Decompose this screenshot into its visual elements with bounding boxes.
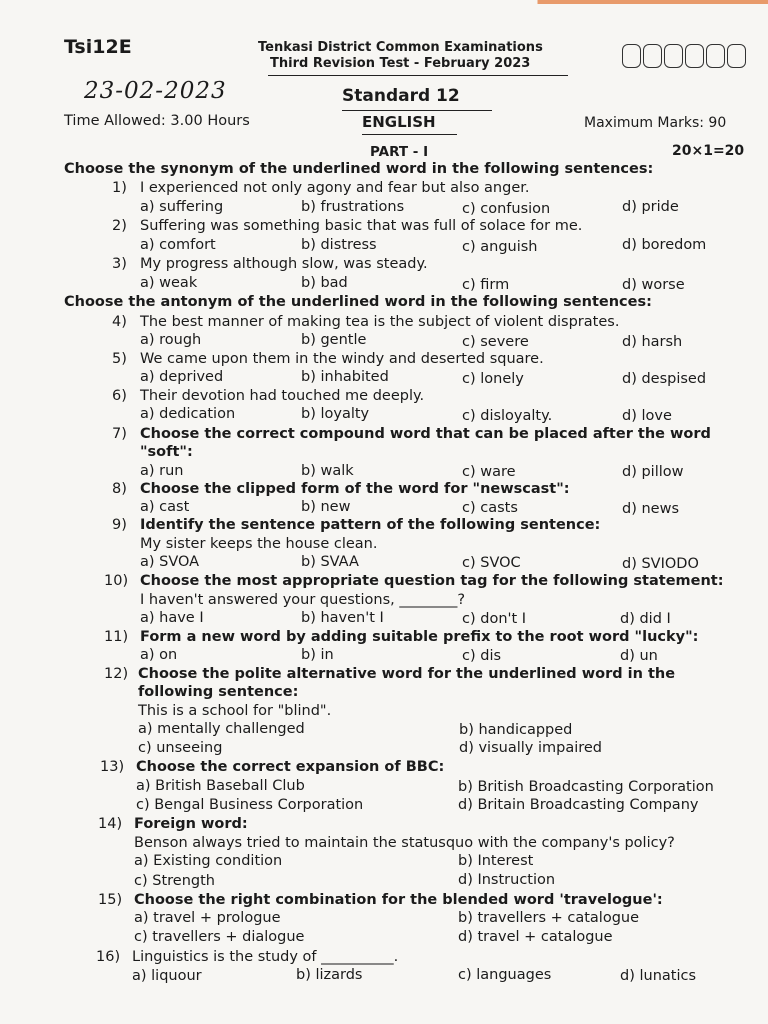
option: d) travel + catalogue — [458, 929, 613, 945]
question-text: Identify the sentence pattern of the following sentence: — [140, 517, 601, 533]
handwritten-date: 23-02-2023 — [84, 78, 227, 104]
question-number: 3) — [112, 256, 127, 272]
register-box — [727, 44, 746, 68]
option: c) lonely — [462, 371, 524, 387]
question-text: Linguistics is the study of __________. — [132, 949, 399, 965]
option: a) rough — [140, 332, 202, 348]
option: a) mentally challenged — [138, 721, 305, 737]
question-sentence: Benson always tried to maintain the statusquo with the company's policy? — [134, 835, 675, 851]
option: b) inhabited — [301, 369, 389, 385]
option: d) news — [622, 501, 679, 517]
option: b) SVAA — [301, 554, 359, 570]
standard-underline — [342, 110, 492, 111]
question-sentence: My sister keeps the house clean. — [140, 536, 378, 552]
question-text: Choose the polite alternative word for the underlined word in the — [138, 666, 676, 682]
option: a) suffering — [140, 199, 224, 215]
register-number-boxes — [622, 44, 746, 68]
option: c) severe — [462, 334, 529, 350]
option: b) new — [301, 499, 351, 515]
option: b) frustrations — [301, 199, 405, 215]
option: d) lunatics — [620, 968, 697, 984]
option: c) SVOC — [462, 555, 521, 571]
option: b) British Broadcasting Corporation — [458, 779, 714, 795]
exam-district: Tenkasi District Common Examinations — [258, 40, 543, 55]
option: a) travel + prologue — [134, 910, 281, 926]
option: b) walk — [301, 463, 354, 479]
option: a) run — [140, 463, 184, 479]
question-number: 1) — [112, 180, 127, 196]
option: c) dis — [462, 648, 502, 664]
option: b) distress — [301, 237, 377, 253]
question-number: 14) — [98, 816, 123, 832]
option: b) loyalty — [301, 406, 370, 422]
question-number: 15) — [98, 892, 123, 908]
option: c) disloyalty. — [462, 408, 553, 424]
question-text-continued: following sentence: — [138, 684, 299, 700]
register-box — [622, 44, 641, 68]
question-number: 16) — [96, 949, 121, 965]
question-text: Form a new word by adding suitable prefix to the root word "lucky": — [140, 629, 699, 645]
option: d) Instruction — [458, 872, 556, 888]
question-number: 12) — [104, 666, 129, 682]
option: d) SVIODO — [622, 556, 699, 572]
option: d) did I — [620, 611, 671, 627]
register-box — [643, 44, 662, 68]
option: a) British Baseball Club — [136, 778, 305, 794]
option: d) visually impaired — [459, 740, 602, 756]
option: d) despised — [622, 371, 707, 387]
question-text: Their devotion had touched me deeply. — [140, 388, 425, 404]
option: c) Bengal Business Corporation — [136, 797, 364, 813]
option: b) bad — [301, 275, 348, 291]
question-text: We came upon them in the windy and deserted square. — [140, 351, 544, 367]
option: b) lizards — [296, 967, 363, 983]
question-number: 2) — [112, 218, 127, 234]
question-number: 11) — [104, 629, 129, 645]
header-underline — [268, 75, 568, 76]
section-synonym-heading: Choose the synonym of the underlined word in the following sentences: — [64, 161, 654, 177]
standard-label: Standard 12 — [342, 86, 460, 106]
option: b) handicapped — [459, 722, 573, 738]
subject-underline — [362, 134, 457, 135]
part-heading: PART - I — [370, 144, 429, 160]
question-text: My progress although slow, was steady. — [140, 256, 428, 272]
option: a) have I — [140, 610, 204, 626]
option: c) Strength — [134, 873, 215, 889]
question-number: 10) — [104, 573, 129, 589]
option: d) Britain Broadcasting Company — [458, 797, 699, 813]
question-number: 7) — [112, 426, 127, 442]
option: c) ware — [462, 464, 516, 480]
option: a) liquour — [132, 968, 202, 984]
exam-test-name: Third Revision Test - February 2023 — [270, 56, 531, 71]
register-box — [664, 44, 683, 68]
question-text: I experienced not only agony and fear but also anger. — [140, 180, 530, 196]
question-number: 6) — [112, 388, 127, 404]
option: a) SVOA — [140, 554, 200, 570]
option: b) in — [301, 647, 334, 663]
subject-title: ENGLISH — [362, 113, 436, 131]
question-sentence: This is a school for "blind". — [138, 703, 332, 719]
question-sentence: I haven't answered your questions, ________? — [140, 592, 466, 608]
part-score: 20×1=20 — [672, 143, 745, 159]
page-top-edge — [0, 0, 768, 4]
question-text-continued: "soft": — [140, 444, 193, 460]
question-text: The best manner of making tea is the subject of violent disprates. — [140, 314, 620, 330]
question-text: Choose the correct compound word that can be placed after the word — [140, 426, 711, 442]
option: d) pride — [622, 199, 679, 215]
option: a) comfort — [140, 237, 216, 253]
option: c) casts — [462, 500, 518, 516]
option: d) boredom — [622, 237, 707, 253]
option: a) dedication — [140, 406, 236, 422]
option: d) worse — [622, 277, 685, 293]
option: c) languages — [458, 967, 552, 983]
question-text: Choose the most appropriate question tag for the following statement: — [140, 573, 724, 589]
option: b) Interest — [458, 853, 534, 869]
question-text: Choose the correct expansion of BBC: — [136, 759, 445, 775]
option: a) Existing condition — [134, 853, 283, 869]
question-number: 4) — [112, 314, 127, 330]
question-number: 13) — [100, 759, 125, 775]
option: d) pillow — [622, 464, 684, 480]
option: c) travellers + dialogue — [134, 929, 305, 945]
question-number: 8) — [112, 481, 127, 497]
option: b) gentle — [301, 332, 367, 348]
section-antonym-heading: Choose the antonym of the underlined word in the following sentences: — [64, 294, 652, 310]
option: a) deprived — [140, 369, 224, 385]
question-number: 5) — [112, 351, 127, 367]
question-text: Suffering was something basic that was full of solace for me. — [140, 218, 583, 234]
option: c) anguish — [462, 239, 538, 255]
option: a) weak — [140, 275, 198, 291]
question-text: Choose the clipped form of the word for "newscast": — [140, 481, 570, 497]
register-box — [685, 44, 704, 68]
maximum-marks: Maximum Marks: 90 — [584, 115, 727, 131]
question-text: Choose the right combination for the blended word 'travelogue': — [134, 892, 663, 908]
option: d) love — [622, 408, 672, 424]
option: c) firm — [462, 277, 510, 293]
option: c) don't I — [462, 611, 527, 627]
option: d) harsh — [622, 334, 683, 350]
option: a) cast — [140, 499, 190, 515]
option: d) un — [620, 648, 658, 664]
option: b) haven't I — [301, 610, 384, 626]
option: c) confusion — [462, 201, 551, 217]
option: a) on — [140, 647, 178, 663]
option: b) travellers + catalogue — [458, 910, 640, 926]
time-allowed: Time Allowed: 3.00 Hours — [64, 113, 250, 129]
exam-code: Tsi12E — [64, 36, 132, 58]
question-text: Foreign word: — [134, 816, 248, 832]
question-number: 9) — [112, 517, 127, 533]
register-box — [706, 44, 725, 68]
option: c) unseeing — [138, 740, 223, 756]
